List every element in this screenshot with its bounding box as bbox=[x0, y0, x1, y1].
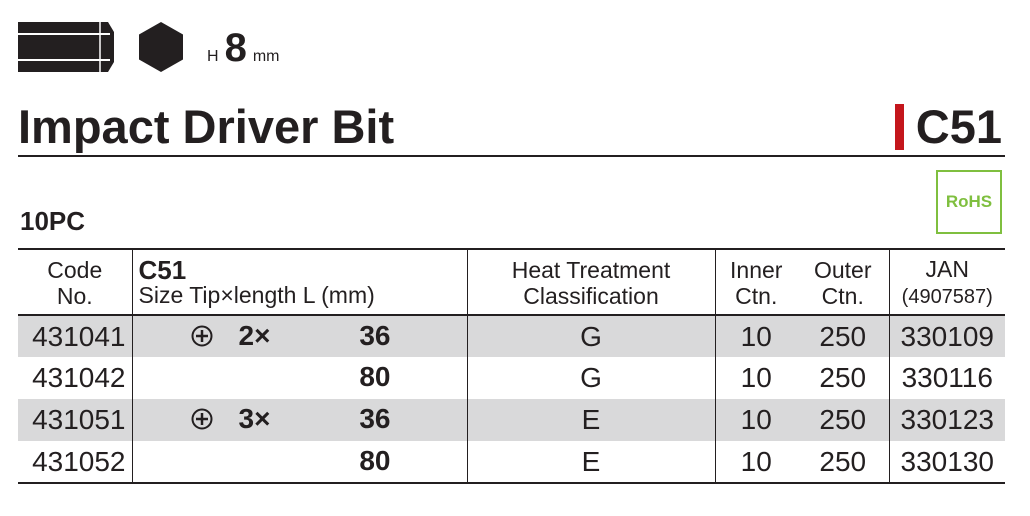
rohs-badge: RoHS bbox=[936, 170, 1002, 234]
product-code-block bbox=[895, 100, 1002, 154]
cell-length: 36 bbox=[359, 320, 391, 351]
cell-heat: G bbox=[467, 315, 715, 357]
hex-size-label bbox=[207, 28, 279, 68]
header-jan: JAN (4907587) bbox=[889, 250, 1005, 315]
cell-inner: 10 bbox=[715, 315, 797, 357]
cell-jan: 330130 bbox=[889, 441, 1005, 483]
cell-outer: 250 bbox=[797, 357, 889, 399]
cell-inner: 10 bbox=[715, 441, 797, 483]
title-divider bbox=[18, 155, 1005, 157]
header-size-line: Size Tip×length L (mm) bbox=[138, 282, 375, 308]
cell-inner: 10 bbox=[715, 399, 797, 441]
header-inner: Inner Ctn. bbox=[715, 250, 797, 315]
table-row bbox=[18, 441, 1005, 483]
accent-bar bbox=[895, 104, 904, 150]
cell-size bbox=[132, 315, 467, 357]
cell-tip: 3× bbox=[238, 403, 271, 434]
hex-prefix: H bbox=[207, 48, 219, 65]
table-row bbox=[18, 357, 1005, 399]
header-size bbox=[132, 250, 467, 315]
hex-unit: mm bbox=[252, 48, 280, 65]
cell-length: 36 bbox=[359, 403, 391, 434]
header-code: Code No. bbox=[18, 250, 132, 315]
page-title: Impact Driver Bit bbox=[18, 100, 395, 153]
cell-outer: 250 bbox=[797, 441, 889, 483]
product-code: C51 bbox=[915, 100, 1002, 153]
spec-table bbox=[18, 250, 1005, 484]
cell-heat: G bbox=[467, 357, 715, 399]
hexagon-icon bbox=[137, 22, 185, 72]
cell-outer: 250 bbox=[797, 315, 889, 357]
cell-jan: 330116 bbox=[901, 362, 993, 393]
cell-code: 431041 bbox=[18, 315, 132, 357]
cell-tip: 2× bbox=[238, 320, 271, 351]
table-row bbox=[18, 399, 1005, 441]
cell-size bbox=[132, 399, 467, 441]
header-model: C51 bbox=[138, 255, 187, 285]
table-header-row bbox=[18, 250, 1005, 315]
header-heat: Heat Treatment Classification bbox=[467, 250, 715, 315]
cell-size bbox=[132, 441, 467, 483]
hex-size: 8 bbox=[224, 26, 247, 70]
cell-length: 80 bbox=[359, 361, 391, 392]
cell-jan: 330109 bbox=[889, 315, 1005, 357]
phillips-icon bbox=[191, 408, 213, 430]
cell-size bbox=[132, 357, 467, 399]
cell-heat: E bbox=[467, 399, 715, 441]
set-count-label: 10PC bbox=[20, 206, 86, 236]
cell-jan: 330123 bbox=[889, 399, 1005, 441]
cell-outer: 250 bbox=[797, 399, 889, 441]
cell-heat: E bbox=[467, 441, 715, 483]
cell-code: 431042 bbox=[18, 357, 132, 399]
cell-inner: 10 bbox=[740, 362, 772, 393]
cell-code: 431051 bbox=[18, 399, 132, 441]
header-outer: Outer Ctn. bbox=[797, 250, 889, 315]
phillips-icon bbox=[191, 325, 213, 347]
cell-code: 431052 bbox=[18, 441, 132, 483]
table-row bbox=[18, 315, 1005, 357]
cell-length: 80 bbox=[359, 445, 391, 476]
bit-shank-icon bbox=[18, 22, 114, 72]
